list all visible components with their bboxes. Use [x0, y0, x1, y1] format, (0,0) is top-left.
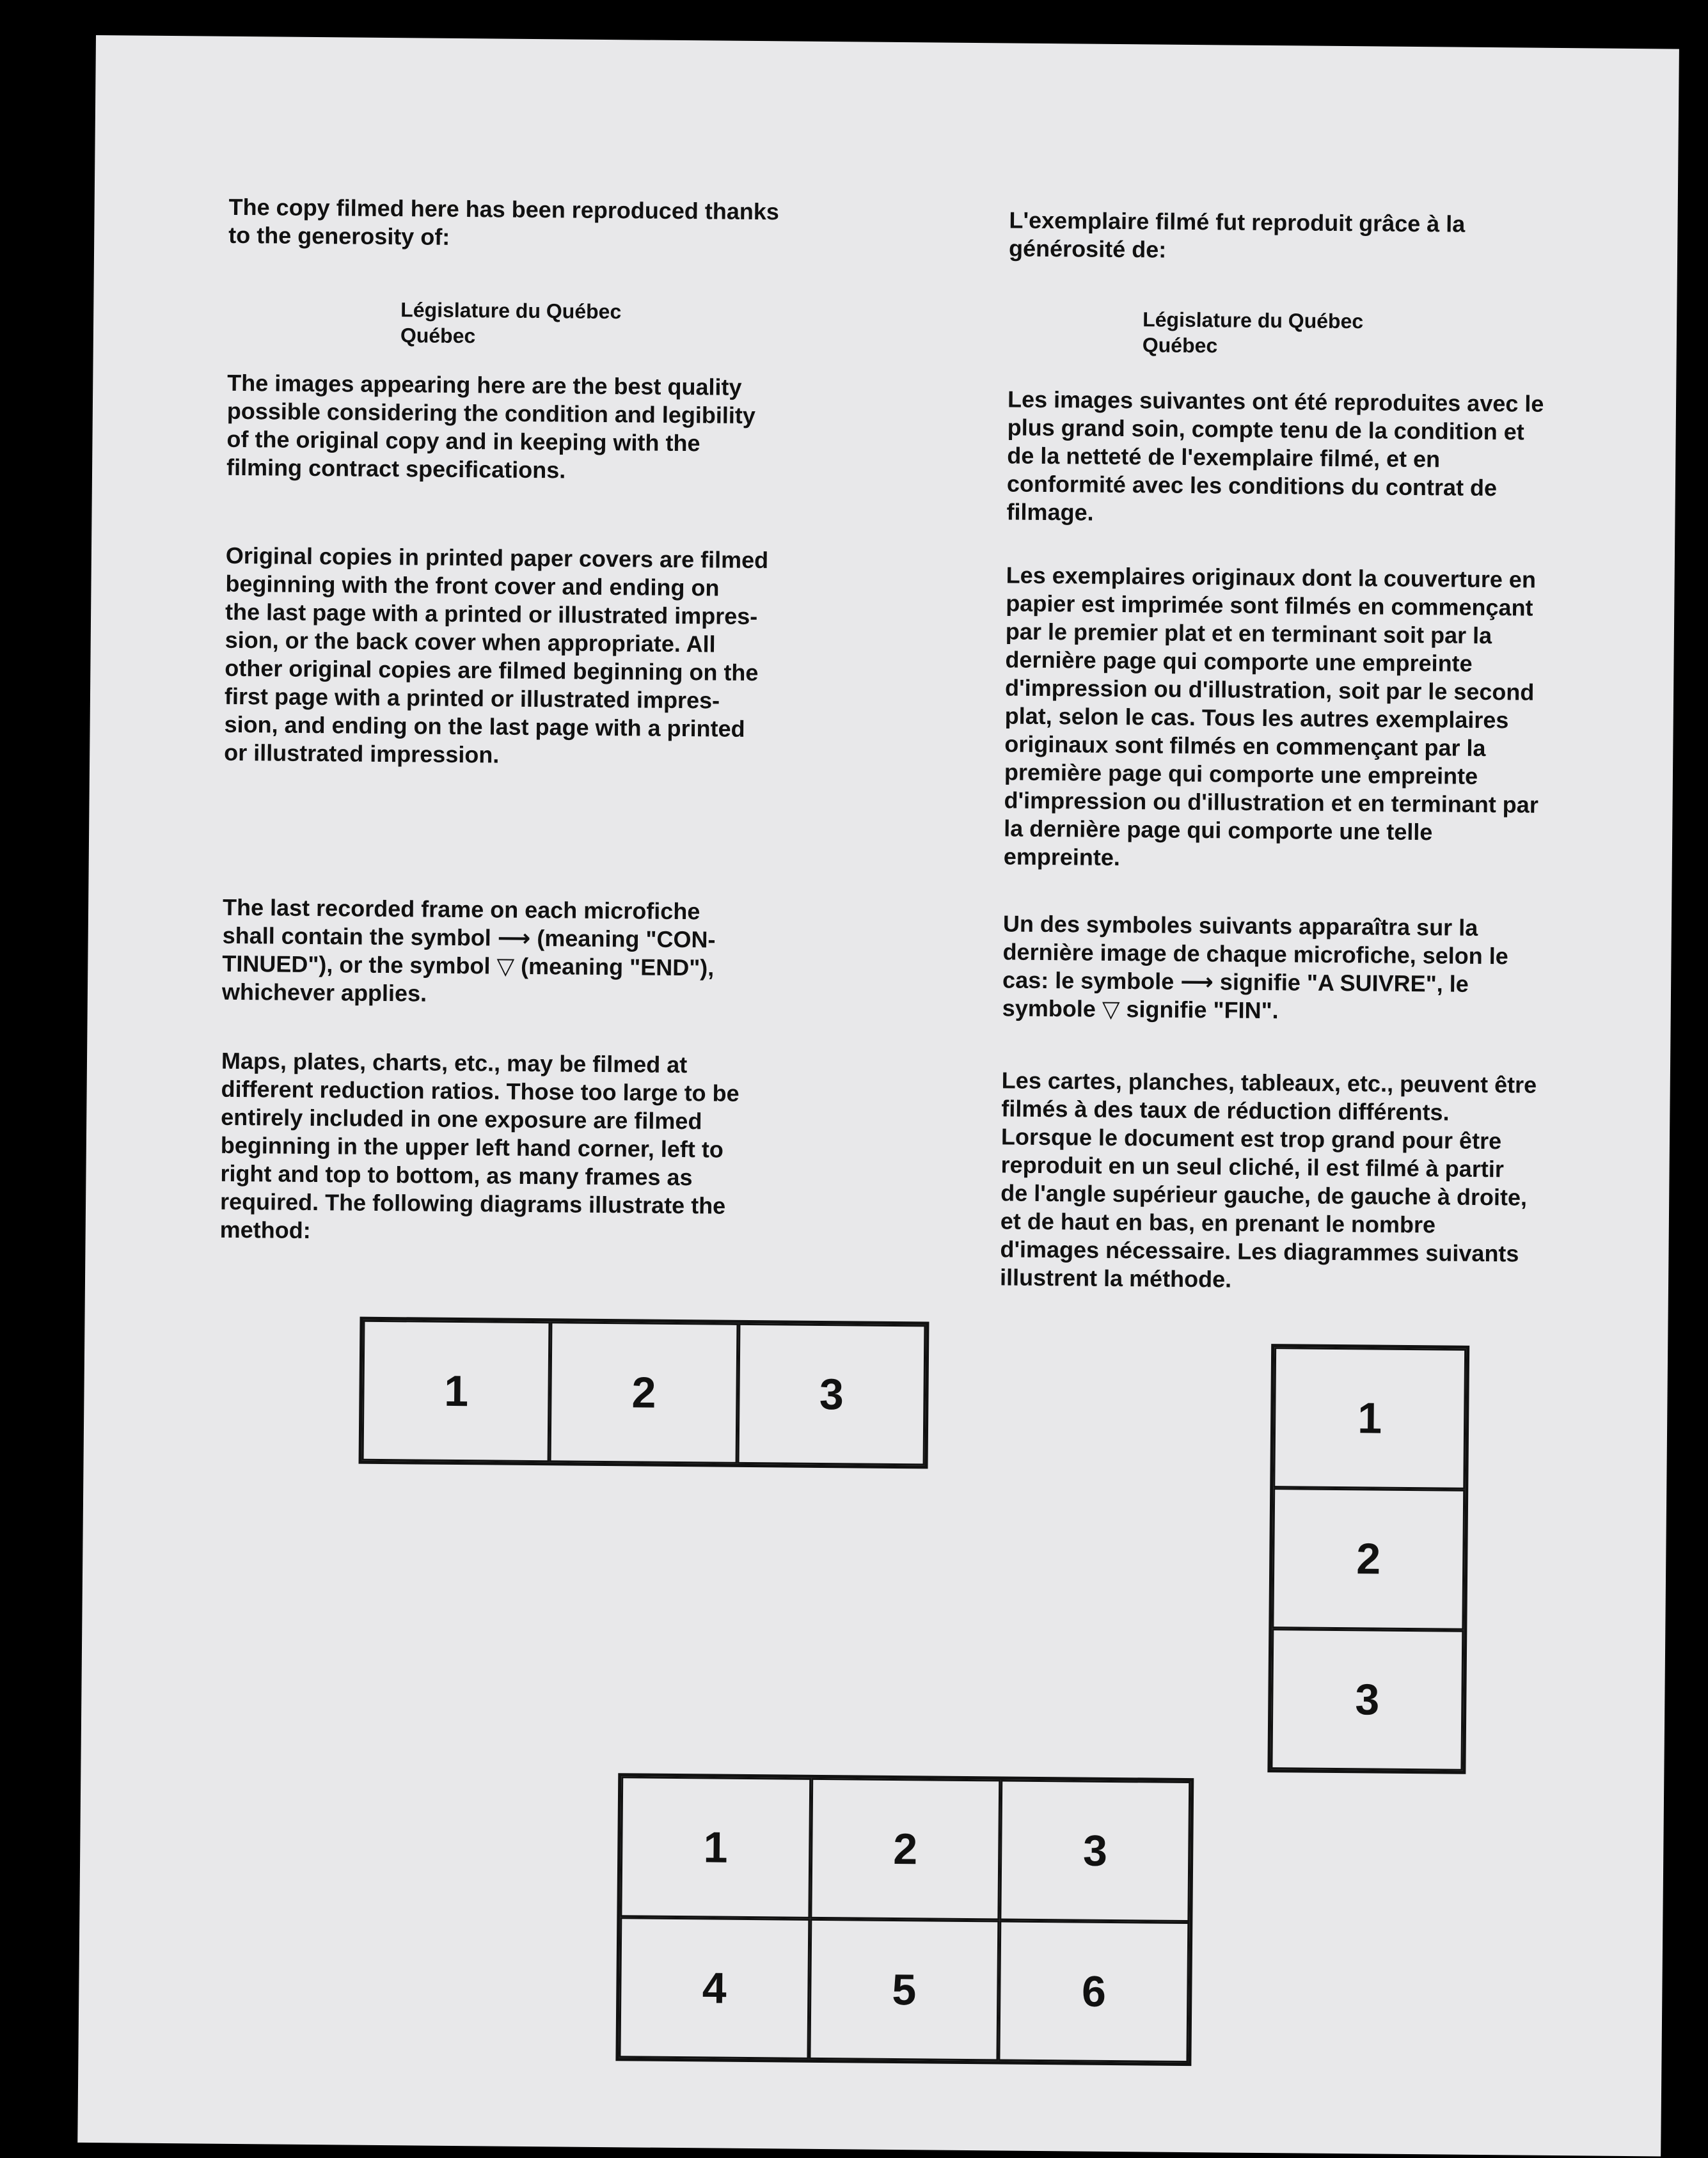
- english-symbols-text: The last recorded frame on each microfiche shall contain the symbol ⟶ (meaning "CON- TINUED"), or the symbol ▽ (meaning "END"), whichever applies.: [221, 894, 716, 1007]
- frame-cell: 4: [619, 1917, 810, 2060]
- frame-cell: 5: [809, 1919, 1000, 2061]
- english-quality: [226, 369, 944, 488]
- english-quality-text: The images appearing here are the best quality possible considering the condition and legibility of the original copy and in keeping with the filming contract specifications.: [226, 369, 756, 484]
- frame-cell: 2: [810, 1778, 1001, 1921]
- french-symbols-text: Un des symboles suivants apparaîtra sur la dernière image de chaque microfiche, selon le cas: le symbole ⟶ signifie "A SUIVRE", le symbole ▽ signifie "FIN".: [1002, 910, 1508, 1024]
- horizontal-frames-diagram: [359, 1317, 929, 1469]
- frame-cell: 3: [1000, 1779, 1191, 1922]
- french-intro: [1009, 206, 1708, 269]
- english-originals-text: Original copies in printed paper covers are filmed beginning with the front cover and ending on the last page with a printed or illustrated impres- sion, or the back cover when appropriate. All other original copies are filmed beginning on the first page with a printed or illustrated impres- sion, and ending on the last page with a printed or illustrated impression.: [224, 542, 769, 768]
- microfiche-target-page: [77, 35, 1679, 2156]
- french-symbols: [1002, 910, 1708, 1028]
- french-originals: [1004, 561, 1708, 877]
- french-quality: [1006, 385, 1708, 532]
- frame-cell: 3: [1270, 1628, 1464, 1771]
- english-maps-text: Maps, plates, charts, etc., may be filmed at different reduction ratios. Those too large to be entirely included in one exposure are filmed beginning in the upper left hand corner, left to right and top to bottom, as many frames as required. The following diagrams illustrate the method:: [219, 1047, 739, 1243]
- french-city: Québec: [1142, 333, 1218, 358]
- frame-cell: 2: [550, 1321, 738, 1464]
- english-originals: [224, 542, 942, 773]
- frame-cell: 1: [620, 1776, 811, 1919]
- english-intro: [228, 193, 945, 256]
- french-intro-text: L'exemplaire filmé fut reproduit grâce à la générosité de:: [1008, 207, 1466, 263]
- grid-frames-diagram: [615, 1773, 1194, 2066]
- french-credit: [1143, 306, 1708, 364]
- frame-cell: 3: [737, 1323, 926, 1466]
- english-city: Québec: [400, 324, 476, 348]
- frame-cell: 1: [362, 1320, 551, 1463]
- french-quality-text: Les images suivantes ont été reproduites avec le plus grand soin, compte tenu de la condition et de la netteté de l'exemplaire filmé, et en conformité avec les conditions du contrat de filmage.: [1006, 386, 1544, 526]
- french-maps: [1000, 1066, 1708, 1298]
- french-institution: Législature du Québec: [1143, 308, 1364, 333]
- frame-cell: 2: [1272, 1488, 1465, 1630]
- english-credit: [400, 297, 1118, 354]
- frame-cell: 1: [1273, 1347, 1466, 1490]
- french-originals-text: Les exemplaires originaux dont la couverture en papier est imprimée sont filmés en commençant par le premier plat et en terminant soit par la dernière page qui comporte une empreinte d'impression ou d'illustration, soit par le second plat, selon le cas. Tous les autres exemplaires originaux sont filmés en commençant par la première page qui comporte une empreinte d'impression ou d'illustration et en terminant par la dernière page qui comporte une telle empreinte.: [1003, 562, 1538, 871]
- frame-cell: 6: [999, 1920, 1190, 2063]
- english-intro-text: The copy filmed here has been reproduced thanks to the generosity of:: [228, 193, 780, 250]
- english-symbols: [222, 894, 939, 1012]
- english-institution: Législature du Québec: [400, 298, 622, 324]
- french-maps-text: Les cartes, planches, tableaux, etc., peuvent être filmés à des taux de réduction différents. Lorsque le document est trop grand pour être reproduit en un seul cliché, il est filmé à partir de l'angle supérieur gauche, de gauche à droite, et de haut en bas, en prenant le nombre d'images nécessaire. Les diagrammes suivants illustrent la méthode.: [999, 1067, 1537, 1293]
- vertical-frames-diagram: [1267, 1344, 1469, 1774]
- english-maps: [220, 1047, 938, 1250]
